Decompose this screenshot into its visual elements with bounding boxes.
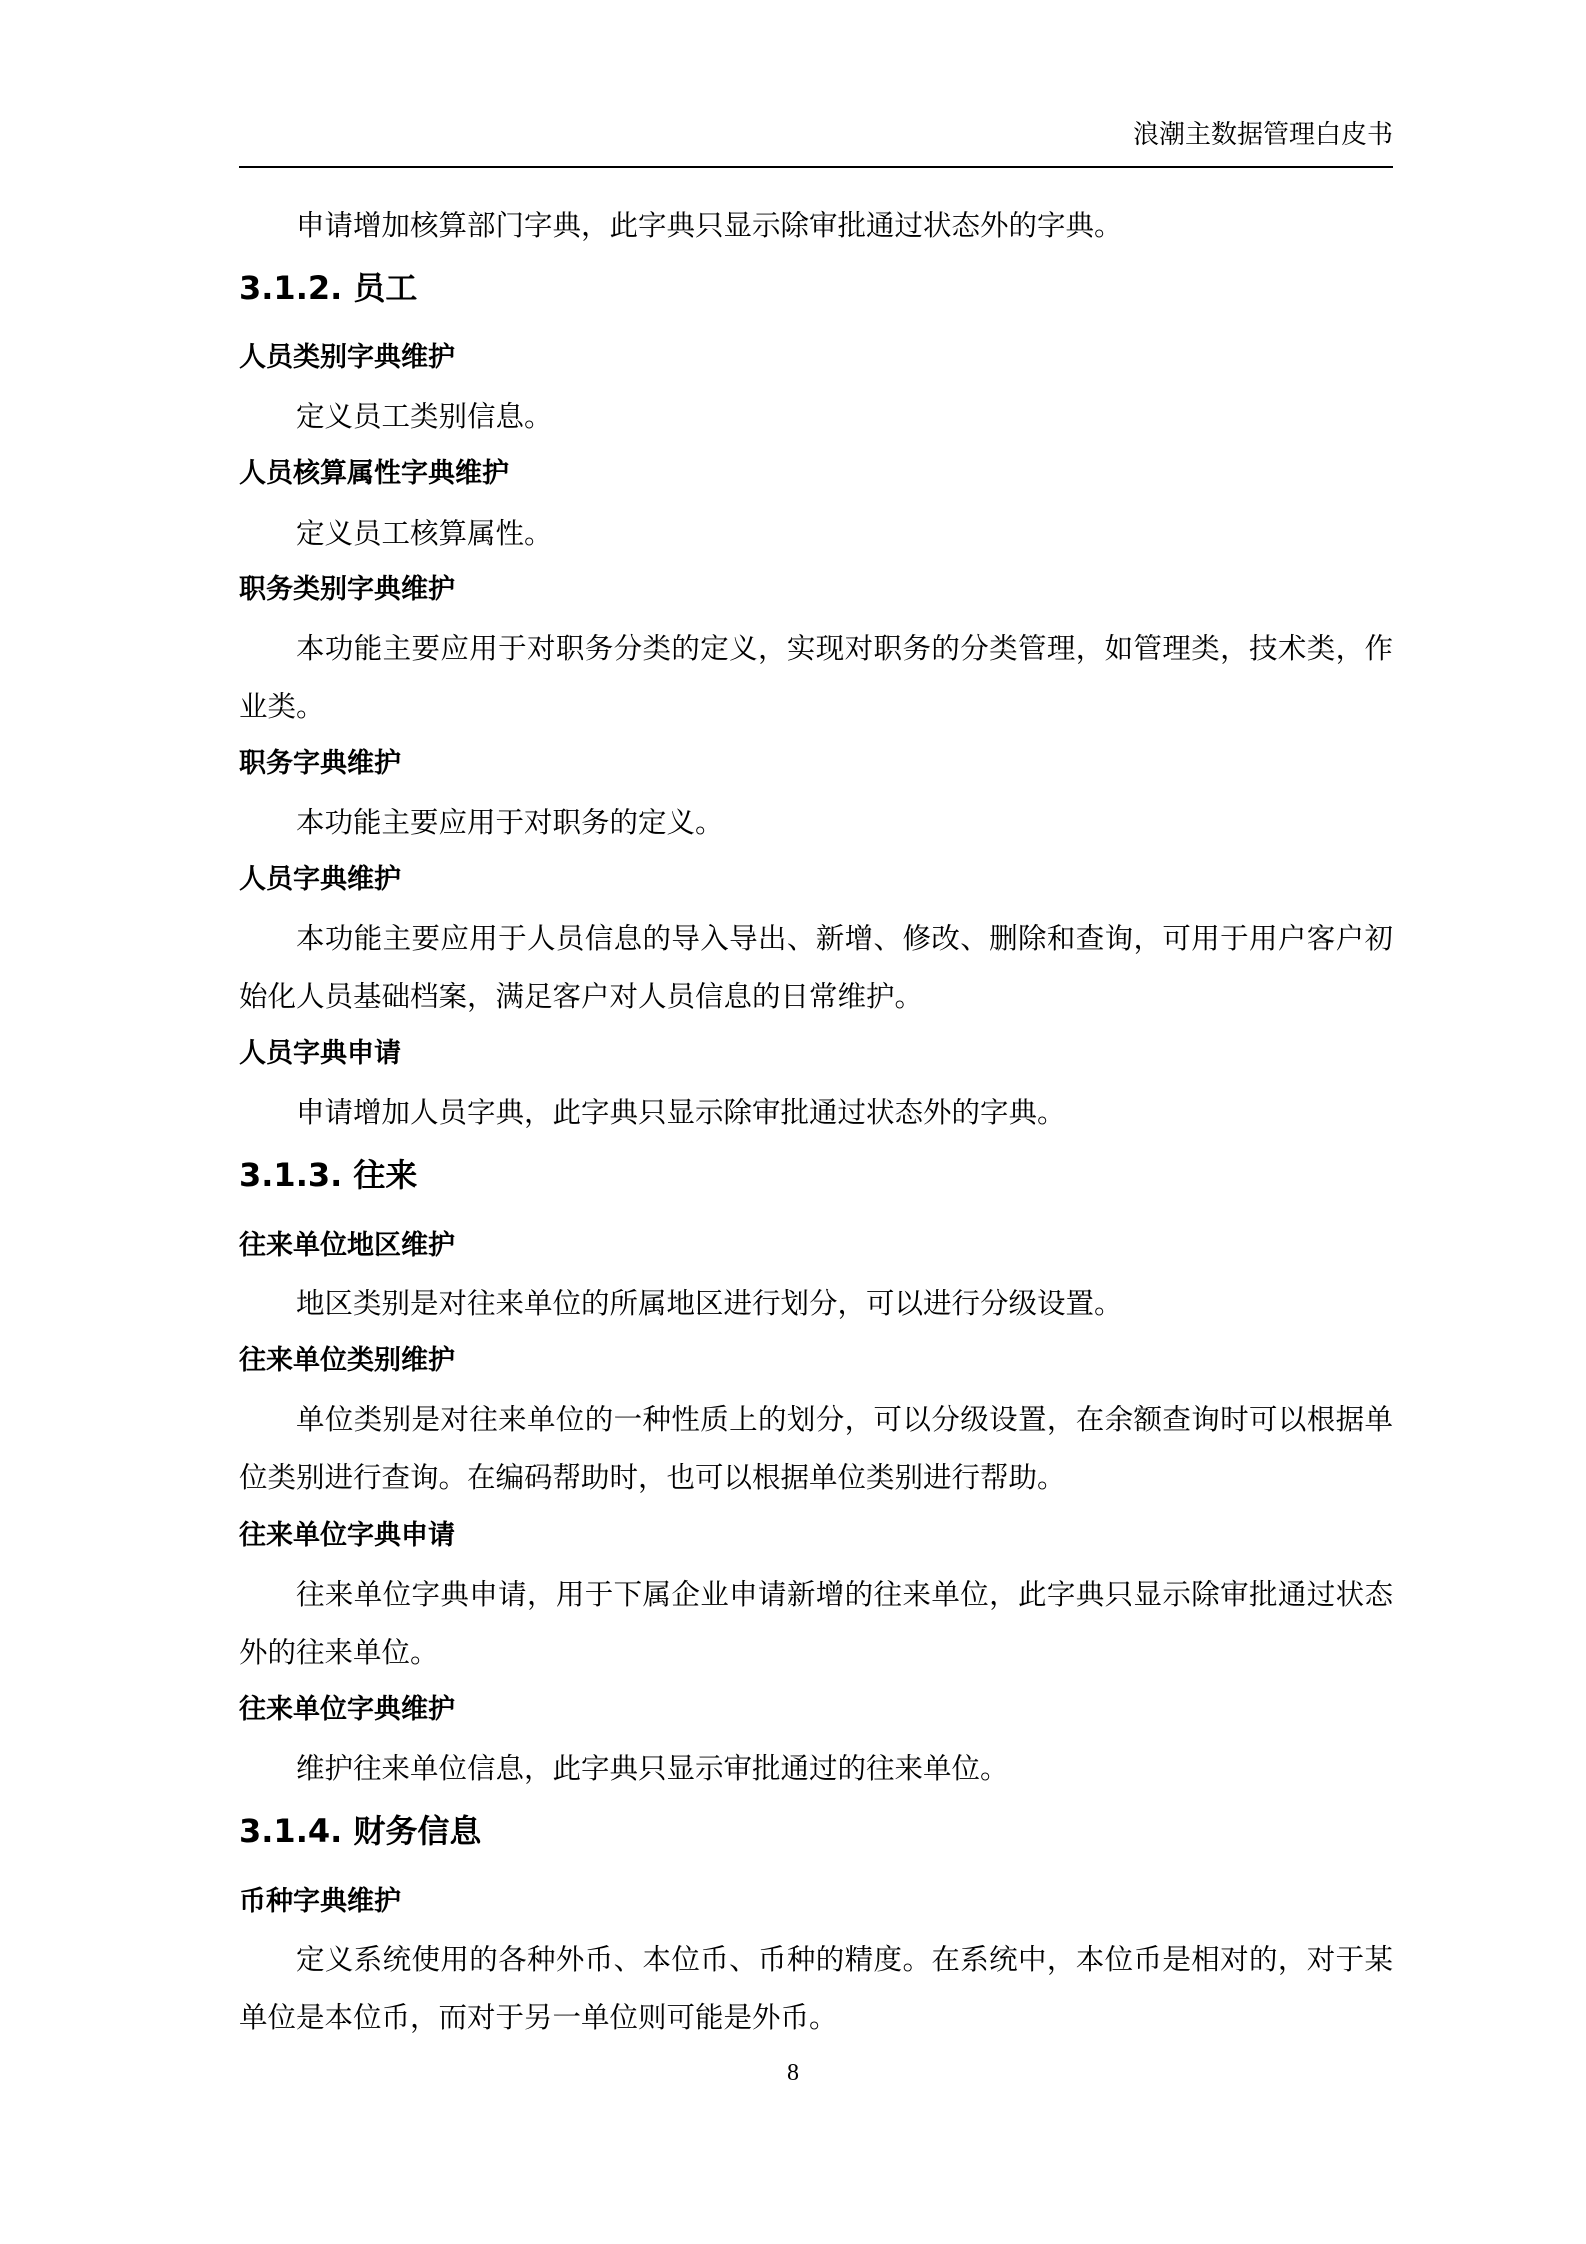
paragraph: 地区类别是对往来单位的所属地区进行划分，可以进行分级设置。 <box>296 1287 1123 1320</box>
subheading: 人员核算属性字典维护 <box>239 458 509 489</box>
paragraph: 定义系统使用的各种外币、本位币、币种的精度。在系统中，本位币是相对的，对于某单位是本位币，而对于另一单位则可能是外币。 <box>239 1943 1393 2034</box>
paragraph: 单位类别是对往来单位的一种性质上的划分，可以分级设置，在余额查询时可以根据单位类别进行查询。在编码帮助时，也可以根据单位类别进行帮助。 <box>239 1403 1393 1494</box>
paragraph: 定义员工类别信息。 <box>296 400 553 433</box>
subheading: 职务字典维护 <box>239 748 401 779</box>
paragraph: 本功能主要应用于对职务的定义。 <box>296 806 724 839</box>
section-heading-3-1-3: 3.1.3. 往来 <box>239 1156 418 1194</box>
page-number: 8 <box>787 2060 799 2086</box>
subheading: 人员类别字典维护 <box>239 342 455 373</box>
paragraph: 本功能主要应用于人员信息的导入导出、新增、修改、删除和查询，可用于用户客户初始化人员基础档案，满足客户对人员信息的日常维护。 <box>239 922 1393 1013</box>
subheading: 币种字典维护 <box>239 1886 401 1917</box>
subheading: 职务类别字典维护 <box>239 574 455 605</box>
section-heading-3-1-2: 3.1.2. 员工 <box>239 269 418 307</box>
subheading: 往来单位字典申请 <box>239 1520 455 1551</box>
paragraph: 维护往来单位信息，此字典只显示审批通过的往来单位。 <box>296 1752 1009 1785</box>
paragraph: 本功能主要应用于对职务分类的定义，实现对职务的分类管理，如管理类，技术类，作业类。 <box>239 632 1393 723</box>
running-header: 浪潮主数据管理白皮书 <box>1132 120 1393 150</box>
paragraph: 往来单位字典申请，用于下属企业申请新增的往来单位，此字典只显示除审批通过状态外的往来单位。 <box>239 1578 1393 1669</box>
subheading: 往来单位地区维护 <box>239 1230 455 1261</box>
subheading: 人员字典维护 <box>239 864 401 895</box>
paragraph: 申请增加核算部门字典，此字典只显示除审批通过状态外的字典。 <box>296 209 1123 242</box>
subheading: 往来单位字典维护 <box>239 1694 455 1725</box>
paragraph: 申请增加人员字典，此字典只显示除审批通过状态外的字典。 <box>296 1096 1066 1129</box>
subheading: 往来单位类别维护 <box>239 1345 455 1376</box>
section-heading-3-1-4: 3.1.4. 财务信息 <box>239 1812 482 1850</box>
paragraph: 定义员工核算属性。 <box>296 517 553 550</box>
subheading: 人员字典申请 <box>239 1038 401 1069</box>
header-rule <box>239 166 1393 168</box>
